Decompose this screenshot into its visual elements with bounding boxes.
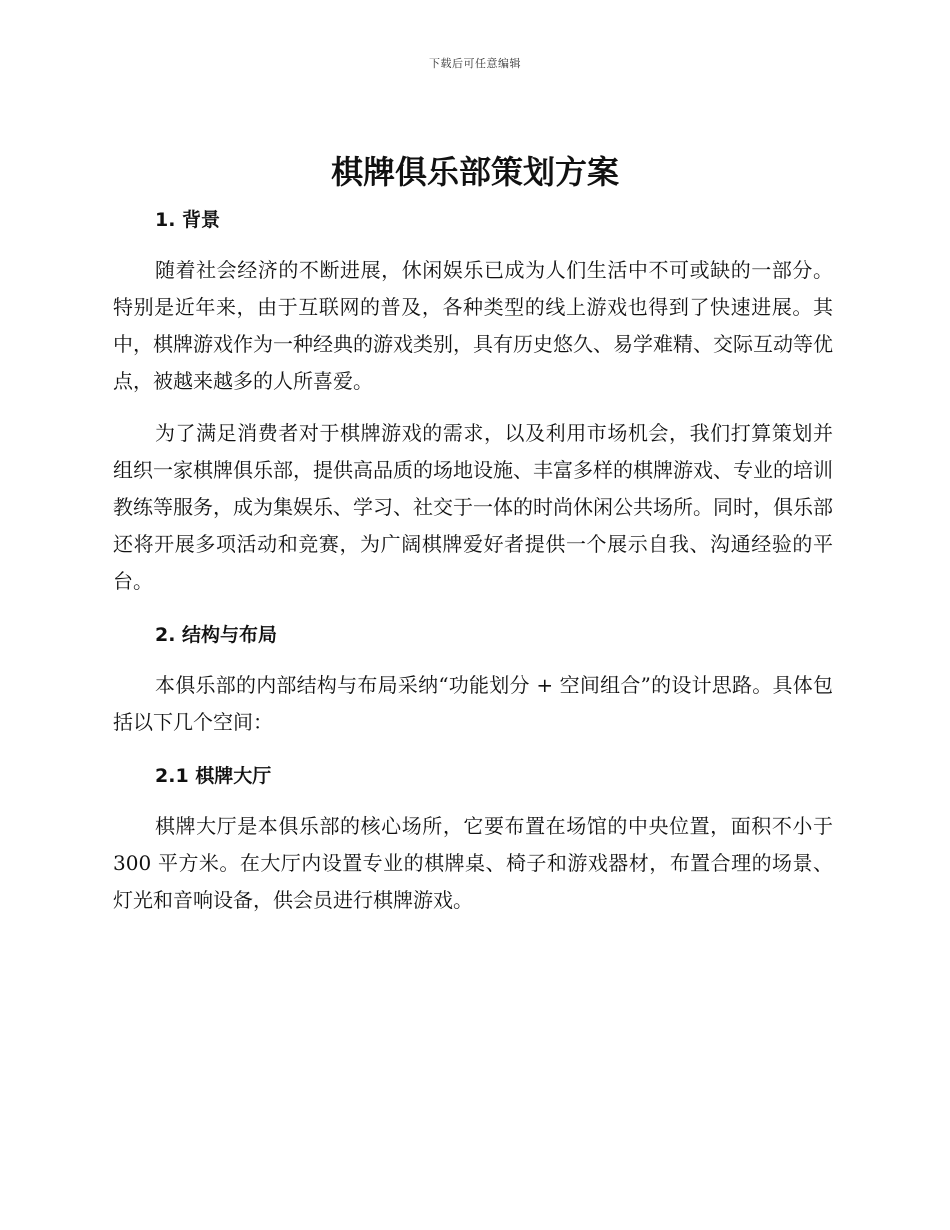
- section-heading-hall: 2.1 棋牌大厅: [155, 765, 272, 787]
- paragraph-background-2: 为了满足消费者对于棋牌游戏的需求，以及利用市场机会，我们打算策划并组织一家棋牌俱乐部，提供高品质的场地设施、丰富多样的棋牌游戏、专业的培训教练等服务，成为集娱乐、学习、社交于一体的时尚休闲公共场所。同时，俱乐部还将开展多项活动和竞赛，为广阔棋牌爱好者提供一个展示自我、沟通经验的平台。: [113, 421, 833, 593]
- paragraph-background-1: 随着社会经济的不断进展，休闲娱乐已成为人们生活中不可或缺的一部分。特别是近年来，由于互联网的普及，各种类型的线上游戏也得到了快速进展。其中，棋牌游戏作为一种经典的游戏类别，具有历史悠久、易学难精、交际互动等优点，被越来越多的人所喜爱。: [113, 258, 833, 393]
- paragraph-structure-1: 本俱乐部的内部结构与布局采纳“功能划分 + 空间组合”的设计思路。具体包括以下几个空间：: [113, 673, 833, 734]
- header-note: 下载后可任意编辑: [429, 57, 521, 70]
- document-title: 棋牌俱乐部策划方案: [330, 153, 619, 191]
- section-heading-background: 1. 背景: [155, 209, 221, 231]
- document-body: [113, 200, 833, 919]
- paragraph-hall-1: 棋牌大厅是本俱乐部的核心场所，它要布置在场馆的中央位置，面积不小于 300 平方米。在大厅内设置专业的棋牌桌、椅子和游戏器材，布置合理的场景、灯光和音响设备，供会员进行棋牌游戏。: [113, 814, 833, 912]
- section-heading-structure: 2. 结构与布局: [155, 624, 278, 646]
